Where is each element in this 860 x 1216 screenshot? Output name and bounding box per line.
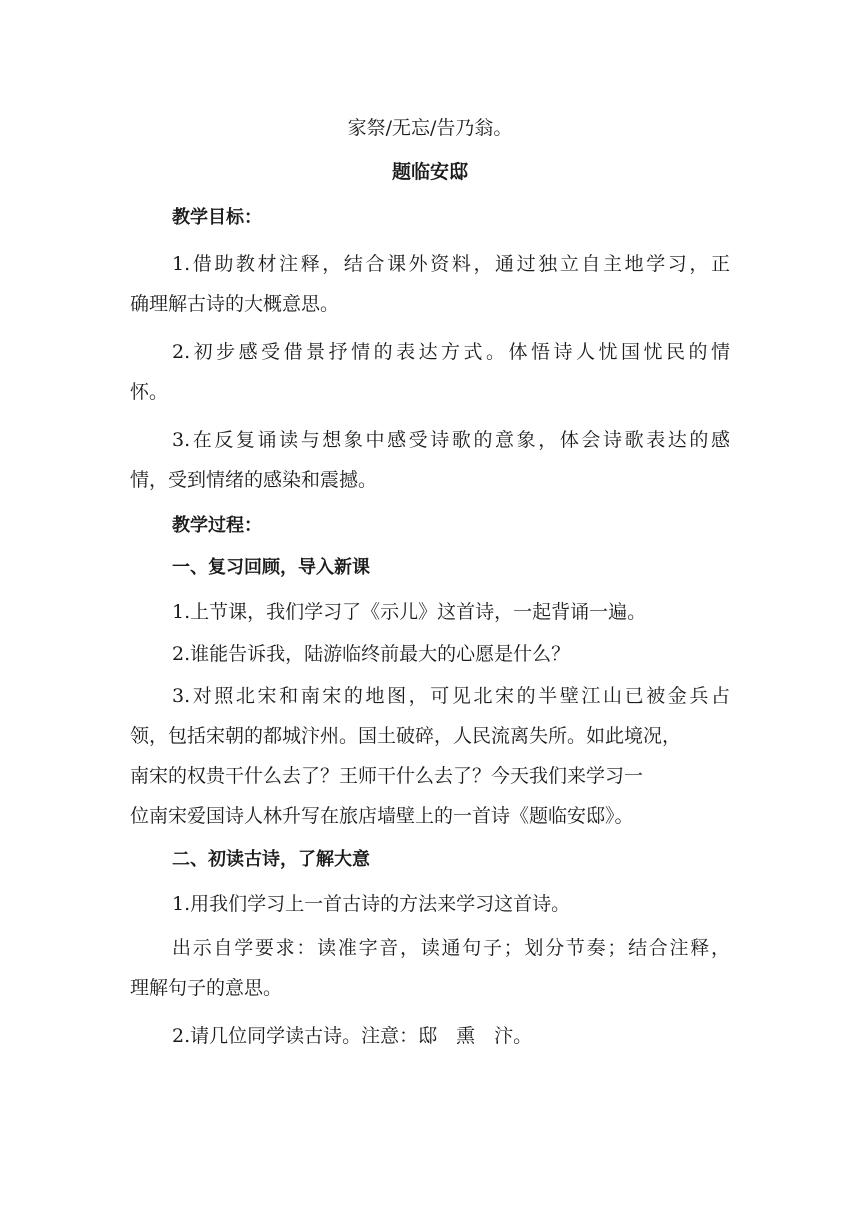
poem-title: 题临安邸 — [391, 161, 468, 183]
goal-1-line-2: 确理解古诗的大概意思。 — [130, 293, 340, 315]
goal-1-line-1: 1.借助教材注释，结合课外资料，通过独立自主地学习，正 — [172, 253, 730, 275]
poem-last-line: 家祭/无忘/告乃翁。 — [347, 117, 513, 139]
section-1-item-3-line-3: 南宋的权贵干什么去了？王师干什么去了？今天我们来学习一 — [130, 765, 644, 787]
goal-2 — [130, 332, 730, 412]
section-2-self-study-requirements — [130, 928, 730, 1008]
teaching-goals-heading: 教学目标： — [172, 207, 262, 228]
section-1-item-3-line-2: 领，包括宋朝的都城汴州。国土破碎，人民流离失所。如此境况， — [130, 725, 682, 747]
goal-3-line-2: 情，受到情绪的感染和震撼。 — [130, 469, 378, 491]
section-1-item-1: 1.上节课，我们学习了《示儿》这首诗，一起背诵一遍。 — [172, 601, 647, 623]
section-2-heading: 二、初读古诗，了解大意 — [172, 849, 370, 870]
section-2-item-2: 2.请几位同学读古诗。注意：邸 熏 汴。 — [172, 1025, 533, 1047]
section-2-item-1: 1.用我们学习上一首古诗的方法来学习这首诗。 — [172, 893, 571, 915]
goal-2-line-2: 怀。 — [130, 381, 169, 403]
section-1-item-3 — [130, 676, 730, 836]
section-2-req-line-2: 理解句子的意思。 — [130, 977, 283, 999]
section-1-item-3-line-4: 位南宋爱国诗人林升写在旅店墙壁上的一首诗《题临安邸》。 — [130, 805, 634, 827]
section-1-item-2: 2.谁能告诉我，陆游临终前最大的心愿是什么？ — [172, 643, 571, 665]
document-page — [130, 108, 730, 1056]
goal-1 — [130, 244, 730, 324]
goal-2-line-1: 2.初步感受借景抒情的表达方式。体悟诗人忧国忧民的情 — [172, 341, 730, 363]
section-2-req-line-1: 出示自学要求：读准字音，读通句子；划分节奏；结合注释， — [172, 937, 730, 959]
goal-3 — [130, 420, 730, 500]
section-1-item-3-line-1: 3.对照北宋和南宋的地图，可见北宋的半壁江山已被金兵占 — [172, 685, 730, 707]
teaching-process-heading: 教学过程： — [172, 515, 262, 536]
section-1-heading: 一、复习回顾，导入新课 — [172, 557, 370, 578]
goal-3-line-1: 3.在反复诵读与想象中感受诗歌的意象，体会诗歌表达的感 — [172, 429, 730, 451]
